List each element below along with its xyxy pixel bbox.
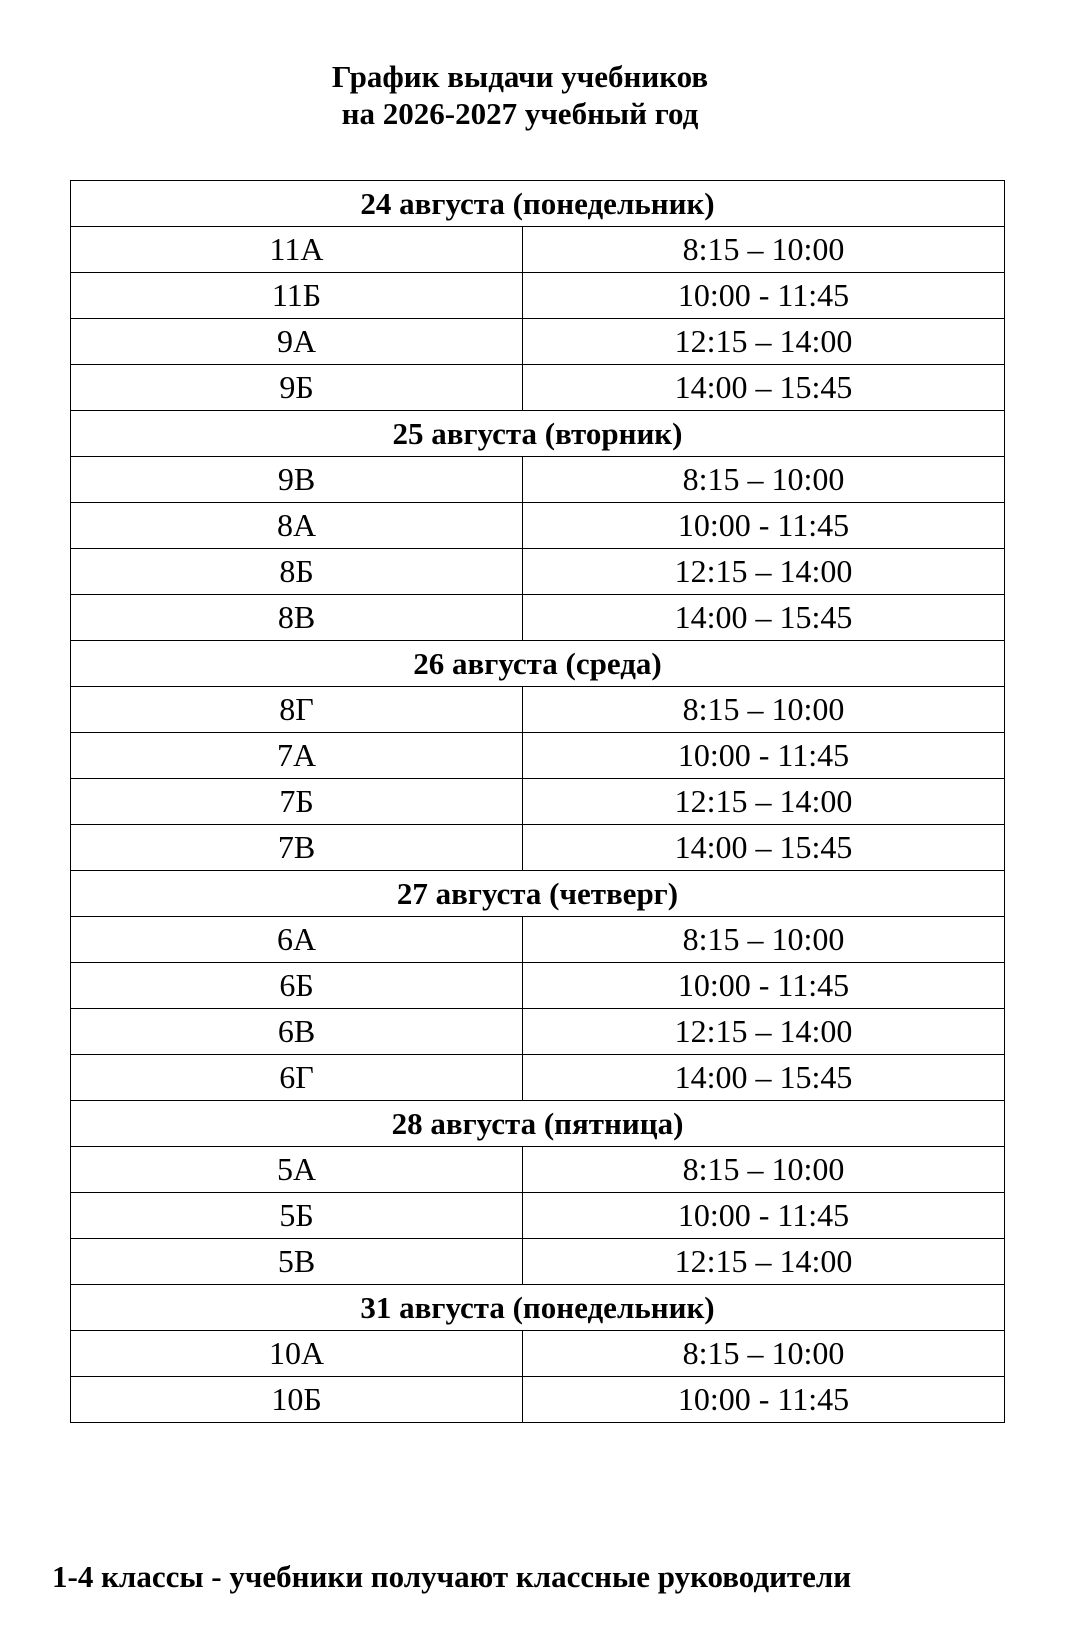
- table-row: [71, 1009, 1005, 1055]
- time-cell: 8:15 – 10:00: [523, 457, 1005, 503]
- table-row: [71, 963, 1005, 1009]
- class-cell: 7В: [71, 825, 523, 871]
- class-cell: 11Б: [71, 273, 523, 319]
- day-header-row: [71, 871, 1005, 917]
- time-cell: 12:15 – 14:00: [523, 1009, 1005, 1055]
- class-cell: 9А: [71, 319, 523, 365]
- class-cell: 10А: [71, 1331, 523, 1377]
- class-cell: 6Г: [71, 1055, 523, 1101]
- time-cell: 8:15 – 10:00: [523, 1147, 1005, 1193]
- day-header-row: [71, 641, 1005, 687]
- class-cell: 9В: [71, 457, 523, 503]
- day-header: 27 августа (четверг): [71, 871, 1005, 917]
- class-cell: 5Б: [71, 1193, 523, 1239]
- table-row: [71, 917, 1005, 963]
- table-row: [71, 1055, 1005, 1101]
- table-row: [71, 227, 1005, 273]
- class-cell: 8В: [71, 595, 523, 641]
- time-cell: 10:00 - 11:45: [523, 733, 1005, 779]
- table-row: [71, 319, 1005, 365]
- day-header-row: [71, 181, 1005, 227]
- time-cell: 14:00 – 15:45: [523, 365, 1005, 411]
- table-row: [71, 825, 1005, 871]
- table-row: [71, 687, 1005, 733]
- time-cell: 8:15 – 10:00: [523, 917, 1005, 963]
- class-cell: 11А: [71, 227, 523, 273]
- class-cell: 6А: [71, 917, 523, 963]
- class-cell: 9Б: [71, 365, 523, 411]
- table-row: [71, 779, 1005, 825]
- table-row: [71, 457, 1005, 503]
- time-cell: 10:00 - 11:45: [523, 1193, 1005, 1239]
- day-header: 24 августа (понедельник): [71, 181, 1005, 227]
- title-line-1: График выдачи учебников: [331, 59, 709, 94]
- class-cell: 8А: [71, 503, 523, 549]
- table-row: [71, 273, 1005, 319]
- day-header-row: [71, 411, 1005, 457]
- table-row: [71, 365, 1005, 411]
- footer-note: 1-4 классы - учебники получают классные руководители: [52, 1559, 852, 1594]
- title-line-2: на 2026-2027 учебный год: [341, 96, 699, 131]
- table-row: [71, 1377, 1005, 1423]
- day-header: 26 августа (среда): [71, 641, 1005, 687]
- class-cell: 7А: [71, 733, 523, 779]
- time-cell: 10:00 - 11:45: [523, 1377, 1005, 1423]
- schedule-table: [70, 180, 1005, 1423]
- time-cell: 8:15 – 10:00: [523, 1331, 1005, 1377]
- day-header-row: [71, 1285, 1005, 1331]
- table-row: [71, 1331, 1005, 1377]
- class-cell: 8Г: [71, 687, 523, 733]
- time-cell: 12:15 – 14:00: [523, 779, 1005, 825]
- time-cell: 10:00 - 11:45: [523, 273, 1005, 319]
- class-cell: 5В: [71, 1239, 523, 1285]
- table-row: [71, 733, 1005, 779]
- document-title: [0, 58, 1040, 132]
- table-row: [71, 1147, 1005, 1193]
- day-header: 25 августа (вторник): [71, 411, 1005, 457]
- table-row: [71, 595, 1005, 641]
- time-cell: 14:00 – 15:45: [523, 1055, 1005, 1101]
- time-cell: 14:00 – 15:45: [523, 595, 1005, 641]
- table-row: [71, 503, 1005, 549]
- time-cell: 10:00 - 11:45: [523, 503, 1005, 549]
- class-cell: 10Б: [71, 1377, 523, 1423]
- time-cell: 10:00 - 11:45: [523, 963, 1005, 1009]
- class-cell: 6Б: [71, 963, 523, 1009]
- table-row: [71, 549, 1005, 595]
- time-cell: 8:15 – 10:00: [523, 227, 1005, 273]
- day-header-row: [71, 1101, 1005, 1147]
- day-header: 28 августа (пятница): [71, 1101, 1005, 1147]
- time-cell: 8:15 – 10:00: [523, 687, 1005, 733]
- class-cell: 7Б: [71, 779, 523, 825]
- class-cell: 6В: [71, 1009, 523, 1055]
- time-cell: 12:15 – 14:00: [523, 1239, 1005, 1285]
- class-cell: 5А: [71, 1147, 523, 1193]
- class-cell: 8Б: [71, 549, 523, 595]
- table-row: [71, 1193, 1005, 1239]
- table-row: [71, 1239, 1005, 1285]
- time-cell: 12:15 – 14:00: [523, 549, 1005, 595]
- time-cell: 12:15 – 14:00: [523, 319, 1005, 365]
- day-header: 31 августа (понедельник): [71, 1285, 1005, 1331]
- time-cell: 14:00 – 15:45: [523, 825, 1005, 871]
